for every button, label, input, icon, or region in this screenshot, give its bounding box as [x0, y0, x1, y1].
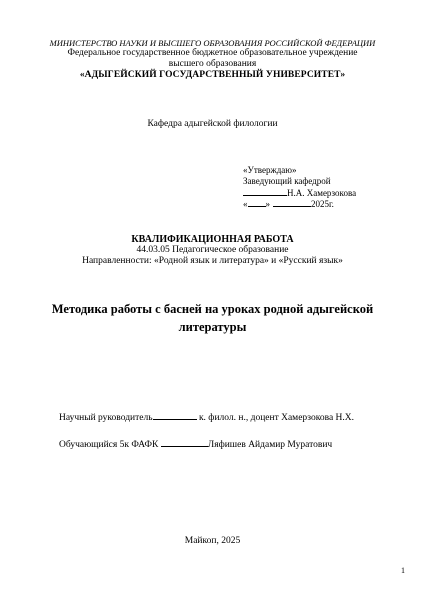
- student-name: Ляфишев Айдамир Муратович: [207, 440, 333, 450]
- head-name: Н.А. Хамерзокова: [287, 188, 357, 198]
- page-number: 1: [401, 566, 405, 575]
- date-close-quote: »: [265, 199, 270, 209]
- approve-label: «Утверждаю»: [243, 165, 297, 175]
- date-open-quote: «: [243, 199, 248, 209]
- institution-line-1: Федеральное государственное бюджетное образовательное учреждение: [67, 48, 358, 58]
- thesis-topic-line-1: Методика работы с басней на уроках родной адыгейской: [51, 302, 374, 316]
- student-line: [59, 438, 332, 450]
- department-name: Кафедра адыгейской филологии: [147, 119, 278, 129]
- head-of-department-label: Заведующий кафедрой: [243, 176, 331, 186]
- institution-line-2: высшего образования: [168, 59, 257, 69]
- student-label: Обучающийся 5к ФАФК: [59, 440, 161, 450]
- program-direction: Направленности: «Родной язык и литература» и «Русский язык»: [82, 256, 343, 266]
- program-code: 44.03.05 Педагогическое образование: [136, 245, 289, 255]
- head-signature-line: [243, 187, 356, 198]
- thesis-topic: [0, 300, 425, 336]
- university-name: «АДЫГЕЙСКИЙ ГОСУДАРСТВЕННЫЙ УНИВЕРСИТЕТ»: [79, 70, 346, 80]
- supervisor-line: [59, 411, 354, 423]
- supervisor-label: Научный руководитель: [59, 413, 153, 423]
- month-blank: [273, 198, 311, 207]
- supervisor-name: к. филол. н., доцент Хамерзокова Н.Х.: [196, 413, 355, 423]
- work-type-heading: КВАЛИФИКАЦИОННАЯ РАБОТА: [131, 234, 294, 245]
- thesis-topic-line-2: литературы: [178, 320, 247, 334]
- approval-date-line: [243, 198, 334, 209]
- approval-year: 2025г.: [311, 199, 334, 209]
- student-signature-blank: [161, 438, 208, 447]
- signature-blank: [243, 187, 287, 196]
- ministry-line: МИНИСТЕРСТВО НАУКИ И ВЫСШЕГО ОБРАЗОВАНИЯ РОССИЙСКОЙ ФЕДЕРАЦИИ: [49, 38, 376, 48]
- supervisor-signature-blank: [153, 411, 197, 420]
- day-blank: [248, 198, 266, 207]
- city-year: Майкоп, 2025: [184, 536, 241, 546]
